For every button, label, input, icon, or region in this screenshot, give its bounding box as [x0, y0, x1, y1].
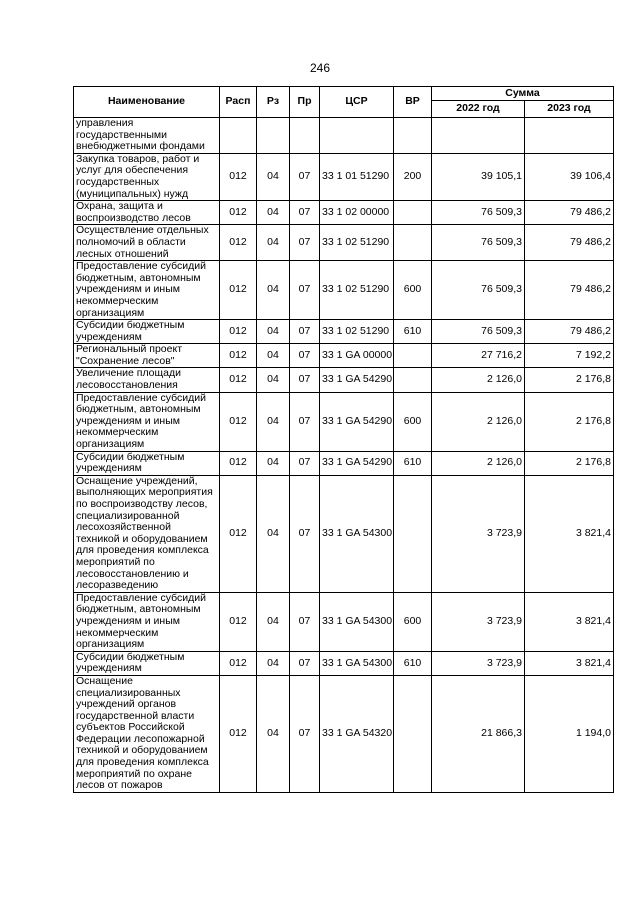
row-name: Оснащение учреждений, выполняющих мероприятия по воспроизводству лесов, специализированной лесохозяйственной техникой и оборудованием для проведения комплекса мероприятий по лесовосстановлению и лесоразведению	[74, 475, 220, 592]
row-csr: 33 1 02 51290	[320, 225, 394, 261]
row-rz: 04	[257, 261, 290, 320]
row-pr: 07	[290, 651, 320, 675]
row-vr	[394, 368, 432, 392]
row-sum-2022	[432, 118, 525, 154]
row-name: Закупка товаров, работ и услуг для обеспечения государственных (муниципальных) нужд	[74, 153, 220, 200]
row-sum-2022: 2 126,0	[432, 392, 525, 451]
row-sum-2023: 2 176,8	[525, 451, 614, 475]
row-vr: 600	[394, 261, 432, 320]
budget-table	[73, 86, 614, 793]
row-name: управления государственными внебюджетными фондами	[74, 118, 220, 154]
row-pr: 07	[290, 261, 320, 320]
row-rasp: 012	[220, 651, 257, 675]
row-rz: 04	[257, 675, 290, 792]
page-number: 246	[309, 61, 331, 75]
row-rz: 04	[257, 651, 290, 675]
row-sum-2022: 21 866,3	[432, 675, 525, 792]
row-sum-2023: 39 106,4	[525, 153, 614, 200]
row-vr: 610	[394, 651, 432, 675]
table-header	[74, 87, 614, 118]
row-rz: 04	[257, 475, 290, 592]
row-rasp: 012	[220, 451, 257, 475]
row-vr	[394, 675, 432, 792]
row-rasp: 012	[220, 201, 257, 225]
row-rasp: 012	[220, 153, 257, 200]
table-body	[74, 118, 614, 793]
row-pr: 07	[290, 153, 320, 200]
row-sum-2023: 3 821,4	[525, 475, 614, 592]
row-csr	[320, 118, 394, 154]
row-pr	[290, 118, 320, 154]
header-pr: Пр	[290, 87, 320, 118]
row-csr: 33 1 GA 54320	[320, 675, 394, 792]
row-rz: 04	[257, 344, 290, 368]
table-row	[74, 475, 614, 592]
row-name: Осуществление отдельных полномочий в области лесных отношений	[74, 225, 220, 261]
row-rasp: 012	[220, 592, 257, 651]
row-csr: 33 1 GA 54290	[320, 392, 394, 451]
row-name: Предоставление субсидий бюджетным, автономным учреждениям и иным некоммерческим организациям	[74, 592, 220, 651]
row-csr: 33 1 02 51290	[320, 261, 394, 320]
row-pr: 07	[290, 451, 320, 475]
header-sum: Сумма	[432, 87, 614, 101]
table-row	[74, 201, 614, 225]
row-sum-2023: 7 192,2	[525, 344, 614, 368]
row-vr: 600	[394, 392, 432, 451]
row-csr: 33 1 01 51290	[320, 153, 394, 200]
row-sum-2023: 79 486,2	[525, 225, 614, 261]
row-sum-2023: 2 176,8	[525, 392, 614, 451]
row-rasp	[220, 118, 257, 154]
row-vr: 610	[394, 320, 432, 344]
table-row	[74, 118, 614, 154]
row-csr: 33 1 02 00000	[320, 201, 394, 225]
row-name: Охрана, защита и воспроизводство лесов	[74, 201, 220, 225]
row-rz: 04	[257, 392, 290, 451]
row-name: Субсидии бюджетным учреждениям	[74, 451, 220, 475]
row-vr: 600	[394, 592, 432, 651]
row-vr	[394, 225, 432, 261]
row-csr: 33 1 GA 54300	[320, 651, 394, 675]
row-rasp: 012	[220, 320, 257, 344]
row-vr: 610	[394, 451, 432, 475]
row-name: Субсидии бюджетным учреждениям	[74, 651, 220, 675]
row-rasp: 012	[220, 675, 257, 792]
row-name: Предоставление субсидий бюджетным, автономным учреждениям и иным некоммерческим организациям	[74, 392, 220, 451]
row-csr: 33 1 GA 54300	[320, 475, 394, 592]
row-rasp: 012	[220, 344, 257, 368]
table-row	[74, 675, 614, 792]
row-pr: 07	[290, 368, 320, 392]
row-name: Оснащение специализированных учреждений органов государственной власти субъектов Российской Федерации лесопожарной техникой и оборудованием для проведения комплекса мероприятий по охране лесов от пожаров	[74, 675, 220, 792]
row-rasp: 012	[220, 368, 257, 392]
row-vr	[394, 475, 432, 592]
row-rz: 04	[257, 451, 290, 475]
row-sum-2023: 79 486,2	[525, 261, 614, 320]
row-sum-2023: 1 194,0	[525, 675, 614, 792]
row-sum-2022: 2 126,0	[432, 451, 525, 475]
row-pr: 07	[290, 344, 320, 368]
row-sum-2023: 3 821,4	[525, 651, 614, 675]
table-row	[74, 153, 614, 200]
row-pr: 07	[290, 675, 320, 792]
row-rz: 04	[257, 201, 290, 225]
row-sum-2022: 3 723,9	[432, 592, 525, 651]
row-csr: 33 1 GA 00000	[320, 344, 394, 368]
header-rz: Рз	[257, 87, 290, 118]
row-pr: 07	[290, 225, 320, 261]
table-row	[74, 344, 614, 368]
row-name: Предоставление субсидий бюджетным, автономным учреждениям и иным некоммерческим организациям	[74, 261, 220, 320]
row-pr: 07	[290, 392, 320, 451]
row-vr	[394, 201, 432, 225]
row-sum-2023	[525, 118, 614, 154]
header-csr: ЦСР	[320, 87, 394, 118]
row-vr	[394, 118, 432, 154]
row-rasp: 012	[220, 225, 257, 261]
row-rasp: 012	[220, 261, 257, 320]
row-sum-2023: 2 176,8	[525, 368, 614, 392]
row-csr: 33 1 02 51290	[320, 320, 394, 344]
row-vr	[394, 344, 432, 368]
row-pr: 07	[290, 592, 320, 651]
table-row	[74, 320, 614, 344]
row-rz: 04	[257, 153, 290, 200]
table-row	[74, 592, 614, 651]
table-row	[74, 451, 614, 475]
row-sum-2022: 76 509,3	[432, 261, 525, 320]
row-pr: 07	[290, 201, 320, 225]
header-rasp: Расп	[220, 87, 257, 118]
row-rasp: 012	[220, 392, 257, 451]
row-sum-2022: 3 723,9	[432, 651, 525, 675]
row-name: Субсидии бюджетным учреждениям	[74, 320, 220, 344]
table-row	[74, 261, 614, 320]
row-rz: 04	[257, 225, 290, 261]
row-rz: 04	[257, 368, 290, 392]
row-csr: 33 1 GA 54290	[320, 368, 394, 392]
row-rz: 04	[257, 320, 290, 344]
row-sum-2023: 79 486,2	[525, 320, 614, 344]
header-2023: 2023 год	[525, 101, 614, 118]
row-sum-2022: 3 723,9	[432, 475, 525, 592]
row-name: Увеличение площади лесовосстановления	[74, 368, 220, 392]
row-rz: 04	[257, 592, 290, 651]
row-pr: 07	[290, 320, 320, 344]
table-row	[74, 225, 614, 261]
row-name: Региональный проект "Сохранение лесов"	[74, 344, 220, 368]
row-vr: 200	[394, 153, 432, 200]
table-row	[74, 392, 614, 451]
row-rasp: 012	[220, 475, 257, 592]
table-row	[74, 651, 614, 675]
row-sum-2022: 76 509,3	[432, 225, 525, 261]
row-sum-2022: 39 105,1	[432, 153, 525, 200]
row-rz	[257, 118, 290, 154]
table-row	[74, 368, 614, 392]
row-sum-2022: 2 126,0	[432, 368, 525, 392]
row-sum-2022: 76 509,3	[432, 320, 525, 344]
row-sum-2023: 3 821,4	[525, 592, 614, 651]
row-sum-2022: 76 509,3	[432, 201, 525, 225]
row-csr: 33 1 GA 54290	[320, 451, 394, 475]
row-sum-2023: 79 486,2	[525, 201, 614, 225]
row-sum-2022: 27 716,2	[432, 344, 525, 368]
header-name: Наименование	[74, 87, 220, 118]
header-2022: 2022 год	[432, 101, 525, 118]
header-vr: ВР	[394, 87, 432, 118]
row-pr: 07	[290, 475, 320, 592]
row-csr: 33 1 GA 54300	[320, 592, 394, 651]
